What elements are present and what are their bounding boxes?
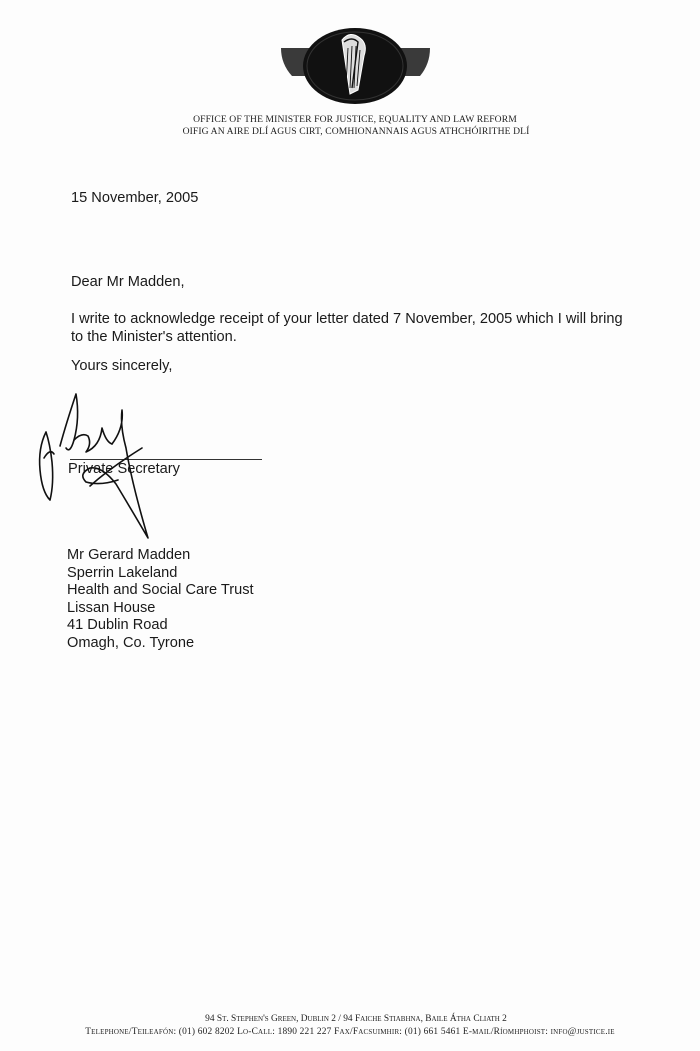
salutation: Dear Mr Madden,	[71, 274, 185, 290]
signatory-title: Private Secretary	[68, 461, 180, 477]
closing: Yours sincerely,	[71, 358, 173, 374]
address-line: Mr Gerard Madden	[67, 547, 191, 563]
harp-crest-icon	[280, 28, 432, 108]
recipient-address	[67, 547, 254, 653]
letterhead-english: OFFICE OF THE MINISTER FOR JUSTICE, EQUALITY AND LAW REFORM	[193, 114, 517, 125]
handwritten-signature	[30, 388, 160, 558]
address-line: Omagh, Co. Tyrone	[67, 634, 195, 651]
letterhead-irish: OIFIG AN AIRE DLÍ AGUS CIRT, COMHIONANNAIS AGUS ATHCHÓIRITHE DLÍ	[182, 126, 530, 137]
letter-date: 15 November, 2005	[71, 190, 199, 206]
footer-address: 94 St. Stephen's Green, Dublin 2 / 94 Faiche Stiabhna, Baile Átha Cliath 2	[205, 1014, 507, 1024]
address-line: Health and Social Care Trust	[67, 582, 254, 599]
address-line: 41 Dublin Road	[67, 617, 168, 634]
address-line: Lissan House	[67, 599, 156, 616]
letterhead-footer	[0, 1013, 700, 1039]
address-line: Sperrin Lakeland	[67, 564, 178, 581]
footer-contacts: Telephone/Teileafón: (01) 602 8202 Lo-Call: 1890 221 227 Fax/Facsuimhir: (01) 661 5461 E-mail/Ríomhphoist: info@justice.ie	[85, 1027, 615, 1037]
body-paragraph: I write to acknowledge receipt of your letter dated 7 November, 2005 which I will bring to the Minister's attention.	[71, 311, 623, 345]
letterhead	[0, 114, 700, 138]
